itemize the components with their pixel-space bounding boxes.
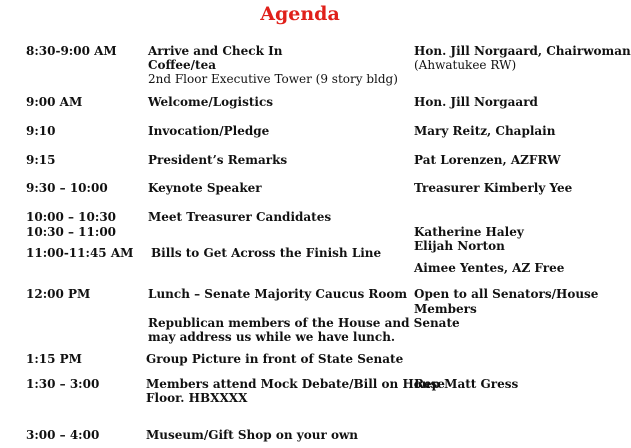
event-label: Museum/Gift Shop on your own xyxy=(146,428,359,442)
presenter-label: Treasurer Kimberly Yee xyxy=(414,181,573,195)
presenter-label: Pat Lorenzen, AZFRW xyxy=(414,153,561,167)
presenter-label: Aimee Yentes, AZ Free xyxy=(414,261,565,275)
presenter-label: Members xyxy=(414,302,477,316)
time-label: 1:15 PM xyxy=(26,352,82,366)
time-label: 1:30 – 3:00 xyxy=(26,377,100,391)
time-label: 9:30 – 10:00 xyxy=(26,181,108,195)
event-location: 2nd Floor Executive Tower (9 story bldg) xyxy=(148,72,398,86)
event-detail: Coffee/tea xyxy=(148,58,217,72)
event-label: Meet Treasurer Candidates xyxy=(148,210,332,224)
time-label: 12:00 PM xyxy=(26,287,91,301)
event-detail: Floor. HBXXXX xyxy=(146,391,248,405)
time-label: 10:00 – 10:30 xyxy=(26,210,117,224)
time-label: 3:00 – 4:00 xyxy=(26,428,100,442)
event-label: Group Picture in front of State Senate xyxy=(146,352,404,366)
presenter-label: Elijah Norton xyxy=(414,239,505,253)
time-label: 9:10 xyxy=(26,124,56,138)
event-label: Members attend Mock Debate/Bill on House xyxy=(146,377,445,391)
time-label: 9:00 AM xyxy=(26,95,83,109)
event-label: Keynote Speaker xyxy=(148,181,262,195)
presenter-label: Mary Reitz, Chaplain xyxy=(414,124,556,138)
time-label: 10:30 – 11:00 xyxy=(26,225,117,239)
event-label: Invocation/Pledge xyxy=(148,124,270,138)
presenter-detail: (Ahwatukee RW) xyxy=(414,58,517,72)
page-title: Agenda xyxy=(260,3,340,25)
event-label: Bills to Get Across the Finish Line xyxy=(151,246,382,260)
presenter-label: Hon. Jill Norgaard xyxy=(414,95,538,109)
time-label: 11:00-11:45 AM xyxy=(26,246,134,260)
time-label: 8:30-9:00 AM xyxy=(26,44,117,58)
event-detail: may address us while we have lunch. xyxy=(148,330,396,344)
event-label: President’s Remarks xyxy=(148,153,288,167)
presenter-label: Hon. Jill Norgaard, Chairwoman xyxy=(414,44,631,58)
event-label: Lunch – Senate Majority Caucus Room xyxy=(148,287,408,301)
presenter-label: Katherine Haley xyxy=(414,225,524,239)
event-detail: Republican members of the House and Senate xyxy=(148,316,460,330)
presenter-label: Open to all Senators/House xyxy=(414,287,599,301)
presenter-label: Rep Matt Gress xyxy=(414,377,519,391)
event-label: Arrive and Check In xyxy=(148,44,283,58)
time-label: 9:15 xyxy=(26,153,56,167)
event-label: Welcome/Logistics xyxy=(148,95,274,109)
